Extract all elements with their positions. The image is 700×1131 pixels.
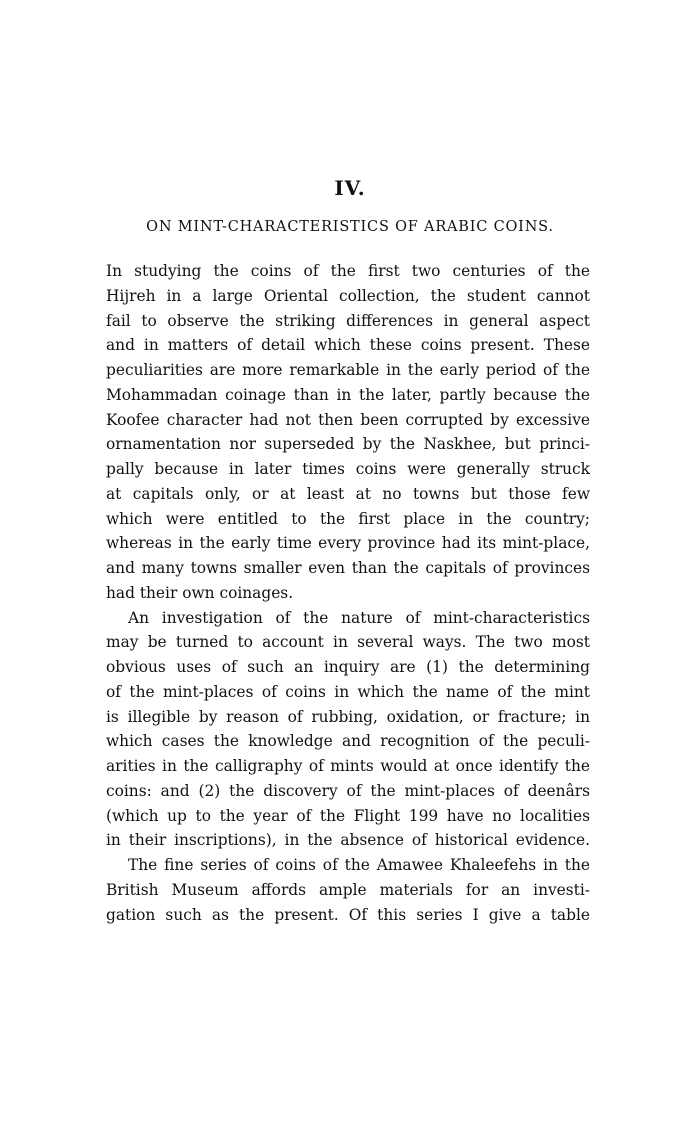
text-line: coins: and (2) the discovery of the mint-places of deenârs: [106, 781, 590, 800]
text-line: is illegible by reason of rubbing, oxidation, or fracture; in: [106, 707, 590, 726]
text-line: An investigation of the nature of mint-characteristics: [128, 608, 590, 627]
text-line: peculiarities are more remarkable in the early period of the: [106, 361, 590, 379]
paragraph-1: [106, 259, 590, 606]
paragraph-2: [106, 606, 590, 854]
text-line: at capitals only, or at least at no towns but those few: [106, 484, 590, 503]
text-line: obvious uses of such an inquiry are (1) the determining: [106, 658, 590, 676]
text-line: which were entitled to the first place in the country;: [106, 509, 590, 528]
text-line: The fine series of coins of the Amawee Khaleefehs in the: [128, 856, 590, 874]
text-line: arities in the calligraphy of mints would at once identify the: [106, 757, 590, 775]
chapter-number: IV.: [334, 176, 366, 200]
text-line: and many towns smaller even than the capitals of provinces: [106, 559, 590, 577]
body-text: [106, 259, 590, 927]
chapter-title: ON MINT-CHARACTERISTICS OF ARABIC COINS.: [146, 219, 554, 235]
text-line: and in matters of detail which these coins present. These: [106, 336, 590, 355]
text-line: In studying the coins of the first two centuries of the: [106, 262, 590, 280]
text-line: Koofee character had not then been corrupted by excessive: [106, 410, 590, 429]
text-line: Mohammadan coinage than in the later, partly because the: [106, 385, 590, 404]
text-line: Hijreh in a large Oriental collection, the student cannot: [106, 286, 590, 305]
paragraph-3: [106, 853, 590, 927]
text-line: British Museum affords ample materials for an investi-: [106, 880, 590, 899]
text-line: had their own coinages.: [106, 583, 294, 602]
text-line: in their inscriptions), in the absence of historical evidence.: [106, 831, 590, 850]
text-line: whereas in the early time every province had its mint-place,: [106, 534, 590, 553]
text-line: (which up to the year of the Flight 199 have no localities: [106, 806, 590, 825]
text-line: which cases the knowledge and recognition of the peculi-: [106, 732, 590, 751]
text-line: may be turned to account in several ways. The two most: [106, 633, 590, 652]
text-line: pally because in later times coins were generally struck: [106, 460, 590, 478]
text-line: of the mint-places of coins in which the name of the mint: [106, 682, 590, 701]
text-line: ornamentation nor superseded by the Naskhee, but princi-: [106, 435, 590, 454]
text-line: fail to observe the striking differences in general aspect: [106, 311, 590, 330]
text-line: gation such as the present. Of this series I give a table: [106, 905, 590, 924]
